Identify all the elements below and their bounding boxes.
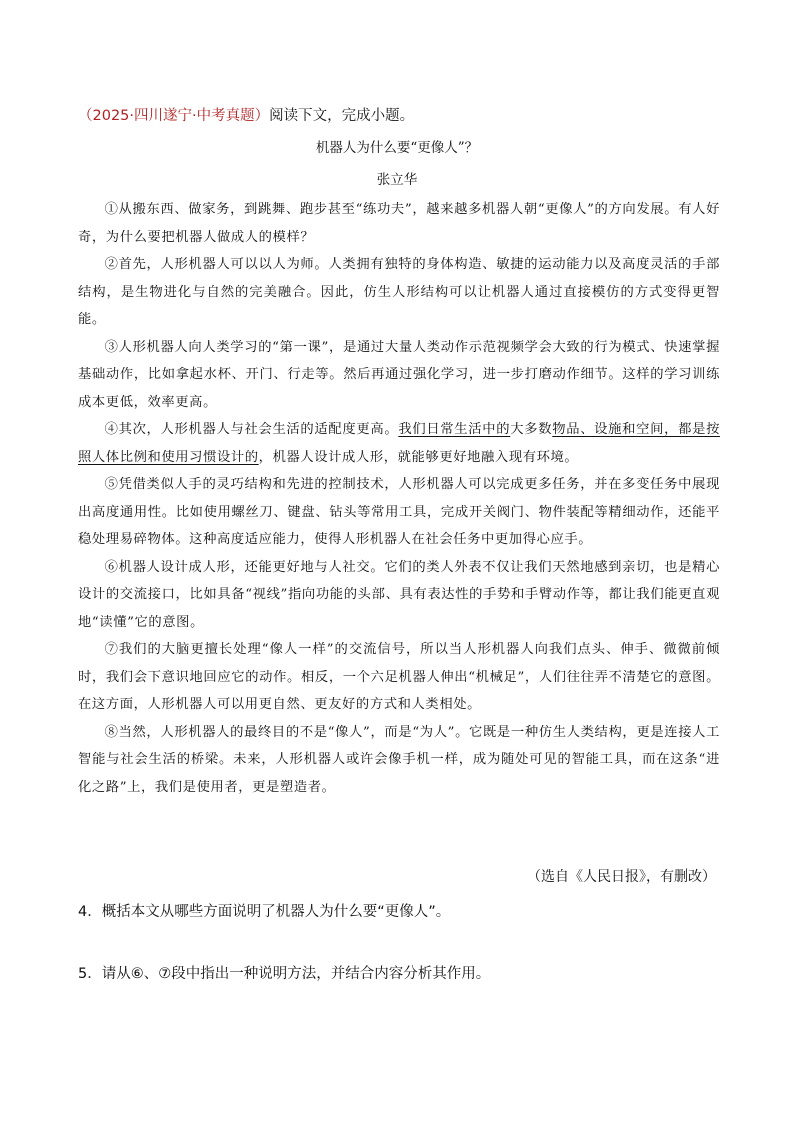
exam-source-tag: （2025·四川遂宁·中考真题） — [78, 108, 270, 124]
paragraph-4-intro: ④其次，人形机器人与社会生活的适配度更高。 — [104, 422, 399, 437]
paragraph-2: ②首先，人形机器人可以以人为师。人类拥有独特的身体构造、敏捷的运动能力以及高度灵活的手部结构，是生物进化与自然的完美融合。因此，仿生人形结构可以让机器人通过直接模仿的方式变得更智能。 — [78, 257, 720, 327]
paragraph-4-middle: 大多数 — [510, 422, 553, 437]
paragraph-6: ⑥机器人设计成人形，还能更好地与人社交。它们的类人外表不仅让我们天然地感到亲切，也是精心设计的交流接口，比如具备“视线”指向功能的头部、具有表达性的手势和手臂动作等，都让我们能更直观地“读懂”它的意图。 — [78, 559, 720, 630]
paragraph-3: ③人形机器人向人类学习的“第一课”，是通过大量人类动作示范视频学会大致的行为模式、快速掌握基础动作，比如拿起水杯、开门、行走等。然后再通过强化学习，进一步打磨动作细节。这样的学习训练成本更低，效率更高。 — [78, 339, 720, 410]
article-author: 张立华 — [376, 172, 418, 188]
paragraph-7: ⑦我们的大脑更擅长处理“像人一样”的交流信号，所以当人形机器人向我们点头、伸手、微微前倾时，我们会下意识地回应它的动作。相反，一个六足机器人伸出“机械足”，人们往往弄不清楚它的意图。在这方面，人形机器人可以用更自然、更友好的方式和人类相处。 — [78, 642, 720, 712]
paragraph-4 — [78, 416, 720, 471]
underlined-phrase-2: 物品、设施和空间，都是按照人体比例和使用习惯设计的 — [78, 422, 720, 465]
source-reference: （选自《人民日报》，有删改） — [527, 869, 716, 885]
paragraph-5: ⑤凭借类似人手的灵巧结构和先进的控制技术，人形机器人可以完成更多任务，并在多变任务中展现出高度通用性。比如使用螺丝刀、键盘、钻头等常用工具，完成开关阀门、物件装配等精细动作，还能平稳处理易碎物体。这种高度适应能力，使得人形机器人在社会任务中更加得心应手。 — [78, 477, 720, 547]
question-4: 4．概括本文从哪些方面说明了机器人为什么要“更像人”。 — [78, 904, 451, 920]
underlined-phrase-1: 我们日常生活中的 — [398, 422, 511, 437]
paragraph-1: ①从搬东西、做家务，到跳舞、跑步甚至“练功夫”，越来越多机器人朝“更像人”的方向发展。有人好奇，为什么要把机器人做成人的模样？ — [78, 202, 720, 245]
question-5: 5．请从⑥、⑦段中指出一种说明方法，并结合内容分析其作用。 — [78, 966, 491, 982]
paragraph-8: ⑧当然，人形机器人的最终目的不是“像人”，而是“为人”。它既是一种仿生人类结构，更是连接人工智能与社会生活的桥梁。未来，人形机器人或许会像手机一样，成为随处可见的智能工具，而在这条“进化之路”上，我们是使用者，更是塑造者。 — [78, 724, 720, 795]
paragraph-4-end: ，机器人设计成人形，就能够更好地融入现有环境。 — [258, 449, 579, 465]
instruction-text: 阅读下文，完成小题。 — [269, 108, 415, 124]
question-source-line — [78, 104, 414, 125]
article-body — [78, 196, 720, 801]
article-title: 机器人为什么要“更像人”？ — [315, 140, 479, 156]
